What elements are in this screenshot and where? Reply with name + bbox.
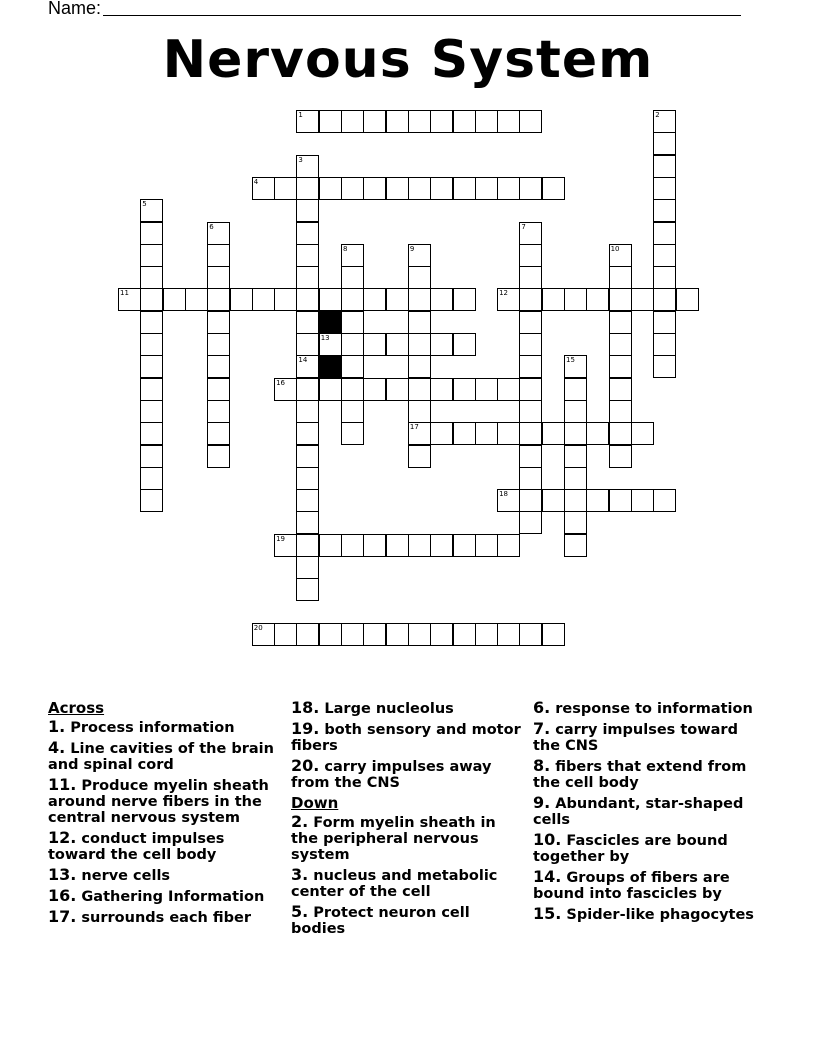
- down-heading: Down: [291, 794, 339, 812]
- answer-cell[interactable]: [319, 333, 342, 356]
- answer-cell[interactable]: [408, 333, 431, 356]
- answer-cell[interactable]: [363, 177, 386, 200]
- answer-cell[interactable]: [609, 288, 632, 311]
- answer-cell[interactable]: [408, 400, 431, 423]
- answer-cell[interactable]: [519, 489, 542, 512]
- clue-down-3: 3. nucleus and metabolic center of the cell: [291, 865, 498, 900]
- answer-cell[interactable]: [274, 177, 297, 200]
- answer-cell[interactable]: [252, 623, 275, 646]
- answer-cell[interactable]: [163, 288, 186, 311]
- answer-cell[interactable]: [519, 623, 542, 646]
- clue-number: 5: [142, 200, 147, 209]
- answer-cell[interactable]: [118, 288, 141, 311]
- answer-cell[interactable]: [408, 445, 431, 468]
- clue-across-13: 13. nerve cells: [48, 865, 171, 884]
- answer-cell[interactable]: [274, 288, 297, 311]
- answer-cell[interactable]: [475, 623, 498, 646]
- answer-cell[interactable]: [140, 311, 163, 334]
- answer-cell[interactable]: [319, 378, 342, 401]
- black-square: [319, 355, 342, 378]
- answer-cell[interactable]: [453, 534, 476, 557]
- answer-cell[interactable]: [386, 378, 409, 401]
- answer-cell[interactable]: [296, 534, 319, 557]
- black-square: [319, 311, 342, 334]
- clues-column-3: [533, 700, 768, 927]
- answer-cell[interactable]: [140, 355, 163, 378]
- answer-cell[interactable]: [341, 422, 364, 445]
- answer-cell[interactable]: [140, 333, 163, 356]
- answer-cell[interactable]: [453, 177, 476, 200]
- answer-cell[interactable]: [542, 177, 565, 200]
- answer-cell[interactable]: [341, 623, 364, 646]
- answer-cell[interactable]: [453, 378, 476, 401]
- answer-cell[interactable]: [475, 378, 498, 401]
- clue-down-14: 14. Groups of fibers are bound into fascicles by: [533, 867, 730, 902]
- clues-column-1: [48, 700, 278, 930]
- answer-cell[interactable]: [386, 177, 409, 200]
- answer-cell[interactable]: [408, 355, 431, 378]
- answer-cell[interactable]: [207, 244, 230, 267]
- answer-cell[interactable]: [386, 623, 409, 646]
- clue-across-17: 17. surrounds each fiber: [48, 907, 252, 926]
- answer-cell[interactable]: [653, 355, 676, 378]
- answer-cell[interactable]: [430, 378, 453, 401]
- clue-across-16: 16. Gathering Information: [48, 886, 265, 905]
- answer-cell[interactable]: [542, 489, 565, 512]
- answer-cell[interactable]: [341, 333, 364, 356]
- answer-cell[interactable]: [564, 534, 587, 557]
- clue-down-9: 9. Abundant, star-shaped cells: [533, 793, 744, 828]
- answer-cell[interactable]: [296, 556, 319, 579]
- answer-cell[interactable]: [140, 288, 163, 311]
- answer-cell[interactable]: [609, 244, 632, 267]
- answer-cell[interactable]: [296, 422, 319, 445]
- answer-cell[interactable]: [408, 623, 431, 646]
- clue-number: 10: [610, 244, 620, 253]
- answer-cell[interactable]: [408, 534, 431, 557]
- clue-across-11: 11. Produce myelin sheath around nerve fibers in the central nervous system: [48, 775, 269, 826]
- answer-cell[interactable]: [363, 534, 386, 557]
- answer-cell[interactable]: [408, 110, 431, 133]
- answer-cell[interactable]: [519, 177, 542, 200]
- answer-cell[interactable]: [252, 288, 275, 311]
- answer-cell[interactable]: [140, 199, 163, 222]
- answer-cell[interactable]: [274, 534, 297, 557]
- answer-cell[interactable]: [296, 333, 319, 356]
- answer-cell[interactable]: [341, 244, 364, 267]
- answer-cell[interactable]: [519, 467, 542, 490]
- answer-cell[interactable]: [653, 333, 676, 356]
- clue-down-6: 6. response to information: [533, 698, 753, 717]
- answer-cell[interactable]: [542, 288, 565, 311]
- answer-cell[interactable]: [519, 378, 542, 401]
- answer-cell[interactable]: [497, 110, 520, 133]
- answer-cell[interactable]: [341, 288, 364, 311]
- answer-cell[interactable]: [609, 311, 632, 334]
- clue-number: 12: [499, 289, 509, 298]
- clue-down-2: 2. Form myelin sheath in the peripheral nervous system: [291, 812, 496, 863]
- answer-cell[interactable]: [497, 489, 520, 512]
- answer-cell[interactable]: [296, 467, 319, 490]
- answer-cell[interactable]: [586, 489, 609, 512]
- clue-number: 18: [499, 490, 509, 499]
- answer-cell[interactable]: [408, 422, 431, 445]
- answer-cell[interactable]: [609, 445, 632, 468]
- answer-cell[interactable]: [519, 222, 542, 245]
- answer-cell[interactable]: [207, 400, 230, 423]
- answer-cell[interactable]: [519, 511, 542, 534]
- answer-cell[interactable]: [519, 422, 542, 445]
- answer-cell[interactable]: [341, 378, 364, 401]
- answer-cell[interactable]: [296, 288, 319, 311]
- answer-cell[interactable]: [564, 489, 587, 512]
- clue-number: 13: [320, 334, 330, 342]
- answer-cell[interactable]: [408, 288, 431, 311]
- answer-cell[interactable]: [497, 422, 520, 445]
- answer-cell[interactable]: [296, 378, 319, 401]
- answer-cell[interactable]: [564, 288, 587, 311]
- answer-cell[interactable]: [140, 244, 163, 267]
- clue-across-19: 19. both sensory and motor fibers: [291, 719, 521, 754]
- answer-cell[interactable]: [631, 489, 654, 512]
- answer-cell[interactable]: [519, 445, 542, 468]
- answer-cell[interactable]: [564, 422, 587, 445]
- answer-cell[interactable]: [363, 378, 386, 401]
- answer-cell[interactable]: [653, 489, 676, 512]
- answer-cell[interactable]: [296, 511, 319, 534]
- clue-down-10: 10. Fascicles are bound together by: [533, 830, 728, 865]
- clue-number: 6: [209, 222, 214, 231]
- answer-cell[interactable]: [341, 311, 364, 334]
- answer-cell[interactable]: [631, 288, 654, 311]
- answer-cell[interactable]: [676, 288, 699, 311]
- answer-cell[interactable]: [140, 445, 163, 468]
- answer-cell[interactable]: [140, 378, 163, 401]
- clue-number: 17: [409, 423, 419, 432]
- answer-cell[interactable]: [542, 623, 565, 646]
- answer-cell[interactable]: [609, 355, 632, 378]
- answer-cell[interactable]: [653, 244, 676, 267]
- answer-cell[interactable]: [319, 534, 342, 557]
- clue-number: 4: [253, 177, 259, 186]
- answer-cell[interactable]: [207, 355, 230, 378]
- answer-cell[interactable]: [519, 266, 542, 289]
- answer-cell[interactable]: [564, 355, 587, 378]
- clue-number: 3: [298, 155, 303, 164]
- answer-cell[interactable]: [386, 110, 409, 133]
- answer-cell[interactable]: [653, 199, 676, 222]
- answer-cell[interactable]: [296, 578, 319, 601]
- answer-cell[interactable]: [475, 177, 498, 200]
- answer-cell[interactable]: [430, 177, 453, 200]
- answer-cell[interactable]: [319, 110, 342, 133]
- answer-cell[interactable]: [653, 177, 676, 200]
- answer-cell[interactable]: [140, 400, 163, 423]
- answer-cell[interactable]: [319, 177, 342, 200]
- answer-cell[interactable]: [207, 333, 230, 356]
- clue-number: 19: [276, 534, 286, 543]
- answer-cell[interactable]: [296, 199, 319, 222]
- answer-cell[interactable]: [609, 422, 632, 445]
- answer-cell[interactable]: [296, 355, 319, 378]
- answer-cell[interactable]: [319, 623, 342, 646]
- clue-across-20: 20. carry impulses away from the CNS: [291, 756, 492, 791]
- answer-cell[interactable]: [363, 623, 386, 646]
- answer-cell[interactable]: [430, 333, 453, 356]
- answer-cell[interactable]: [296, 400, 319, 423]
- answer-cell[interactable]: [341, 400, 364, 423]
- answer-cell[interactable]: [363, 110, 386, 133]
- answer-cell[interactable]: [430, 534, 453, 557]
- answer-cell[interactable]: [386, 288, 409, 311]
- answer-cell[interactable]: [586, 422, 609, 445]
- answer-cell[interactable]: [653, 155, 676, 178]
- answer-cell[interactable]: [363, 288, 386, 311]
- answer-cell[interactable]: [564, 445, 587, 468]
- answer-cell[interactable]: [252, 177, 275, 200]
- answer-cell[interactable]: [296, 177, 319, 200]
- answer-cell[interactable]: [519, 333, 542, 356]
- clue-number: 11: [120, 289, 129, 298]
- answer-cell[interactable]: [653, 266, 676, 289]
- answer-cell[interactable]: [653, 132, 676, 155]
- answer-cell[interactable]: [341, 110, 364, 133]
- answer-cell[interactable]: [430, 623, 453, 646]
- answer-cell[interactable]: [453, 288, 476, 311]
- clue-across-1: 1. Process information: [48, 717, 235, 736]
- answer-cell[interactable]: [519, 400, 542, 423]
- answer-cell[interactable]: [207, 288, 230, 311]
- page-title: Nervous System: [162, 30, 654, 90]
- answer-cell[interactable]: [497, 378, 520, 401]
- answer-cell[interactable]: [386, 534, 409, 557]
- answer-cell[interactable]: [341, 355, 364, 378]
- answer-cell[interactable]: [408, 266, 431, 289]
- answer-cell[interactable]: [542, 422, 565, 445]
- answer-cell[interactable]: [453, 623, 476, 646]
- answer-cell[interactable]: [430, 422, 453, 445]
- answer-cell[interactable]: [497, 534, 520, 557]
- answer-cell[interactable]: [519, 311, 542, 334]
- answer-cell[interactable]: [207, 422, 230, 445]
- clue-number: 14: [298, 356, 308, 365]
- answer-cell[interactable]: [185, 288, 208, 311]
- answer-cell[interactable]: [497, 177, 520, 200]
- answer-cell[interactable]: [653, 288, 676, 311]
- answer-cell[interactable]: [207, 445, 230, 468]
- clue-number: 7: [521, 222, 526, 231]
- answer-cell[interactable]: [296, 623, 319, 646]
- clues-column-2: [291, 700, 523, 941]
- answer-cell[interactable]: [564, 511, 587, 534]
- answer-cell[interactable]: [296, 266, 319, 289]
- clue-down-8: 8. fibers that extend from the cell body: [533, 756, 747, 791]
- answer-cell[interactable]: [140, 489, 163, 512]
- clue-down-5: 5. Protect neuron cell bodies: [291, 902, 470, 937]
- answer-cell[interactable]: [207, 311, 230, 334]
- answer-cell[interactable]: [453, 422, 476, 445]
- clue-number: 9: [409, 244, 415, 253]
- answer-cell[interactable]: [653, 222, 676, 245]
- answer-cell[interactable]: [475, 422, 498, 445]
- answer-cell[interactable]: [296, 311, 319, 334]
- answer-cell[interactable]: [207, 266, 230, 289]
- clue-across-4: 4. Line cavities of the brain and spinal cord: [48, 738, 274, 773]
- answer-cell[interactable]: [609, 400, 632, 423]
- clue-down-7: 7. carry impulses toward the CNS: [533, 719, 738, 754]
- clue-number: 8: [343, 244, 348, 253]
- answer-cell[interactable]: [296, 110, 319, 133]
- answer-cell[interactable]: [207, 222, 230, 245]
- answer-cell[interactable]: [296, 489, 319, 512]
- answer-cell[interactable]: [430, 288, 453, 311]
- answer-cell[interactable]: [341, 177, 364, 200]
- answer-cell[interactable]: [386, 333, 409, 356]
- answer-cell[interactable]: [453, 110, 476, 133]
- answer-cell[interactable]: [408, 177, 431, 200]
- answer-cell[interactable]: [519, 288, 542, 311]
- answer-cell[interactable]: [430, 110, 453, 133]
- clue-number: 15: [566, 356, 575, 365]
- clue-across-18: 18. Large nucleolus: [291, 698, 454, 717]
- answer-cell[interactable]: [453, 333, 476, 356]
- answer-cell[interactable]: [609, 333, 632, 356]
- answer-cell[interactable]: [609, 266, 632, 289]
- answer-cell[interactable]: [341, 266, 364, 289]
- answer-cell[interactable]: [631, 422, 654, 445]
- answer-cell[interactable]: [296, 155, 319, 178]
- answer-cell[interactable]: [319, 288, 342, 311]
- answer-cell[interactable]: [140, 266, 163, 289]
- answer-cell[interactable]: [140, 222, 163, 245]
- answer-cell[interactable]: [140, 422, 163, 445]
- answer-cell[interactable]: [296, 222, 319, 245]
- answer-cell[interactable]: [296, 445, 319, 468]
- answer-cell[interactable]: [519, 244, 542, 267]
- answer-cell[interactable]: [207, 378, 230, 401]
- answer-cell[interactable]: [653, 110, 676, 133]
- answer-cell[interactable]: [408, 244, 431, 267]
- answer-cell[interactable]: [274, 378, 297, 401]
- answer-cell[interactable]: [609, 378, 632, 401]
- clue-number: 16: [276, 378, 286, 387]
- answer-cell[interactable]: [408, 378, 431, 401]
- clue-number: 2: [655, 111, 660, 119]
- answer-cell[interactable]: [519, 355, 542, 378]
- answer-cell[interactable]: [296, 244, 319, 267]
- clue-down-15: 15. Spider-like phagocytes: [533, 904, 754, 923]
- answer-cell[interactable]: [363, 333, 386, 356]
- across-heading: Across: [48, 699, 105, 717]
- answer-cell[interactable]: [408, 311, 431, 334]
- answer-cell[interactable]: [497, 288, 520, 311]
- clue-across-12: 12. conduct impulses toward the cell body: [48, 828, 225, 863]
- answer-cell[interactable]: [586, 288, 609, 311]
- answer-cell[interactable]: [140, 467, 163, 490]
- clue-number: 20: [253, 623, 263, 632]
- clue-number: 1: [298, 111, 303, 119]
- answer-cell[interactable]: [564, 400, 587, 423]
- name-label: Name:: [48, 0, 102, 18]
- answer-cell[interactable]: [230, 288, 253, 311]
- answer-cell[interactable]: [519, 110, 542, 133]
- answer-cell[interactable]: [475, 534, 498, 557]
- answer-cell[interactable]: [497, 623, 520, 646]
- answer-cell[interactable]: [564, 378, 587, 401]
- answer-cell[interactable]: [274, 623, 297, 646]
- answer-cell[interactable]: [475, 110, 498, 133]
- answer-cell[interactable]: [341, 534, 364, 557]
- answer-cell[interactable]: [609, 489, 632, 512]
- answer-cell[interactable]: [653, 311, 676, 334]
- answer-cell[interactable]: [564, 467, 587, 490]
